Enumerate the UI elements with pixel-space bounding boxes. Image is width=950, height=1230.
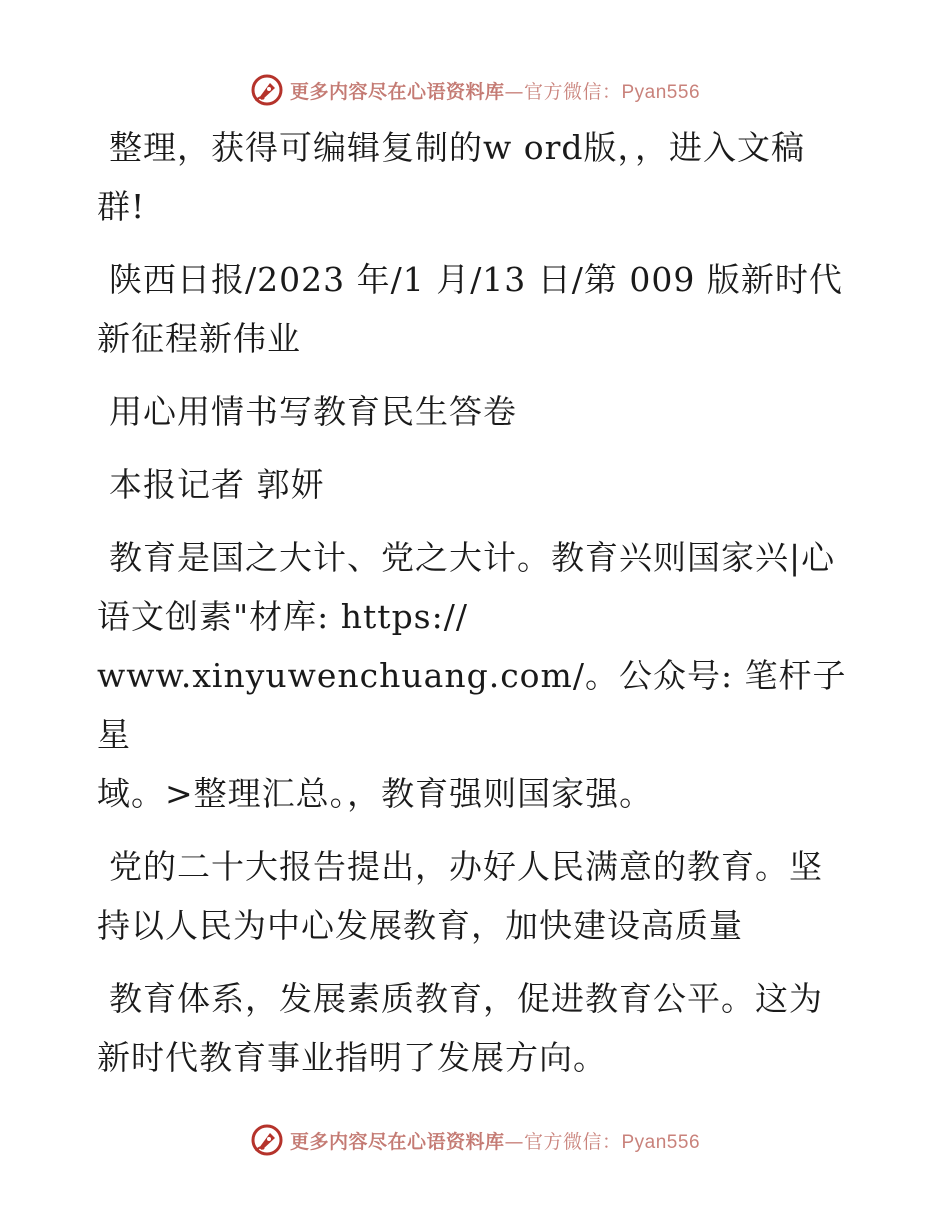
paragraph-body-2 xyxy=(97,837,857,955)
paragraph-line: 教育体系，发展素质教育，促进教育公平。这为 xyxy=(109,979,823,1018)
paragraph-line: 语文创素"材库: https:// xyxy=(97,597,468,636)
footer-wechat-label: 官方微信： xyxy=(523,1130,622,1153)
paragraph-line: 群! xyxy=(97,187,146,226)
paragraph-intro xyxy=(97,118,857,236)
paragraph-line: 新时代教育事业指明了发展方向。 xyxy=(97,1038,607,1077)
paragraph-source xyxy=(97,250,857,368)
pen-nib-logo-icon xyxy=(250,1123,284,1157)
header-banner xyxy=(0,68,950,112)
pen-nib-logo-icon xyxy=(250,73,284,107)
paragraph-body-3 xyxy=(97,969,857,1087)
header-wechat-label: 官方微信： xyxy=(523,80,622,103)
header-wechat-id: Pyan556 xyxy=(621,81,701,103)
footer-brand: 更多内容尽在心语资料库 xyxy=(289,1130,505,1153)
footer-banner-text xyxy=(290,1127,700,1154)
document-body xyxy=(97,118,857,1101)
article-byline xyxy=(97,455,857,514)
paragraph-line: 本报记者 郭妍 xyxy=(109,465,325,504)
paragraph-line: www.xinyuwenchuang.com/。公众号: 笔杆子星 xyxy=(97,656,847,754)
paragraph-line: 用心用情书写教育民生答卷 xyxy=(109,392,517,431)
header-banner-text xyxy=(290,77,700,104)
paragraph-line: 新征程新伟业 xyxy=(97,319,301,358)
footer-separator: — xyxy=(504,1130,524,1153)
header-separator: — xyxy=(504,80,524,103)
paragraph-line: 域。>整理汇总。，教育强则国家强。 xyxy=(97,774,654,813)
article-title xyxy=(97,382,857,441)
footer-banner xyxy=(0,1118,950,1162)
paragraph-line: 教育是国之大计、党之大计。教育兴则国家兴|心 xyxy=(109,538,836,577)
footer-wechat-id: Pyan556 xyxy=(621,1131,701,1153)
header-brand: 更多内容尽在心语资料库 xyxy=(289,80,505,103)
paragraph-line: 陕西日报/2023 年/1 月/13 日/第 009 版新时代 xyxy=(109,260,843,299)
paragraph-line: 党的二十大报告提出，办好人民满意的教育。坚 xyxy=(109,847,823,886)
paragraph-body-1 xyxy=(97,528,857,823)
paragraph-line: 持以人民为中心发展教育，加快建设高质量 xyxy=(97,906,743,945)
paragraph-line: 整理，获得可编辑复制的w ord版，，进入文稿 xyxy=(109,128,806,167)
